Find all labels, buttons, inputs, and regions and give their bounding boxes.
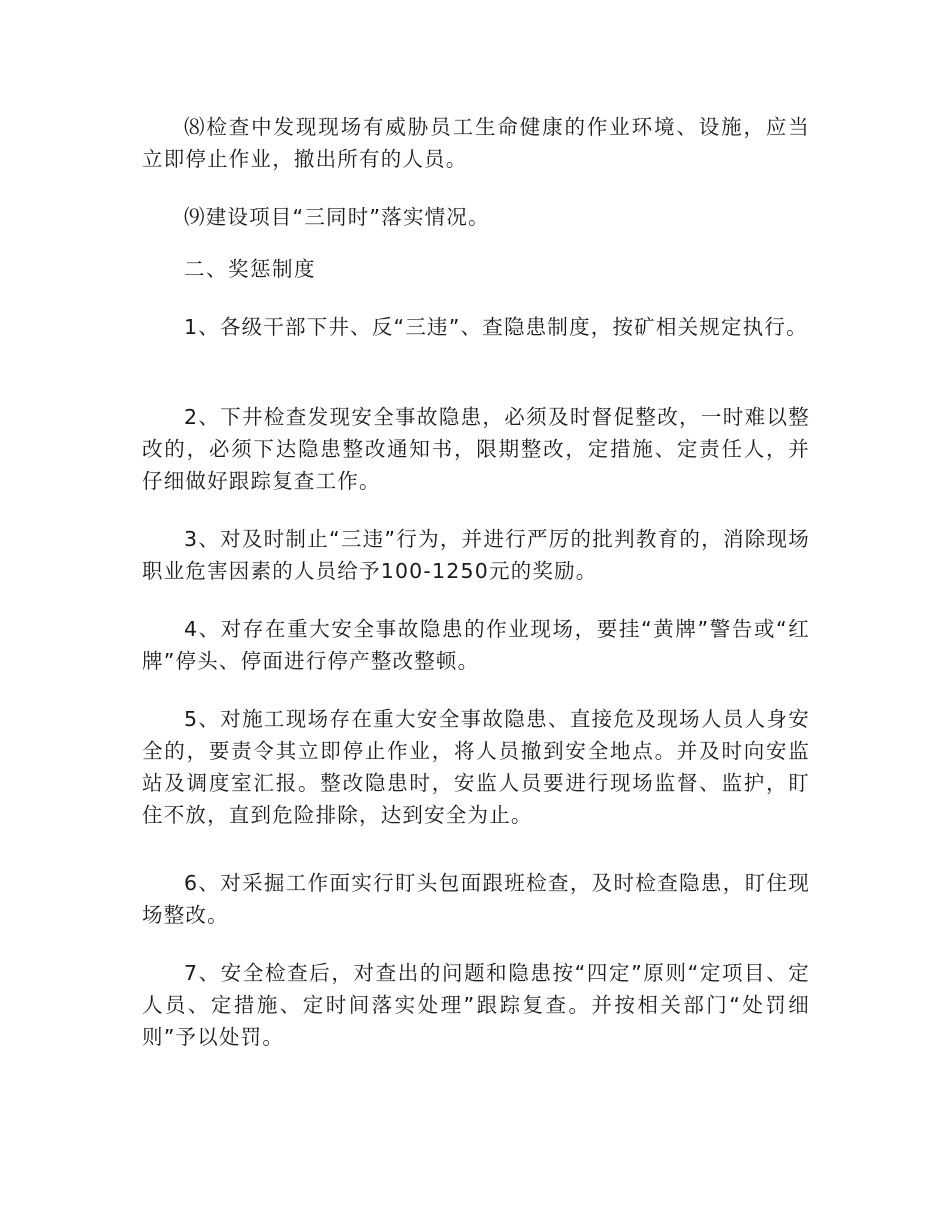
paragraph-rule-7: 7、安全检查后，对查出的问题和隐患按“四定”原则“定项目、定人员、定措施、定时间落实处理”跟踪复查。并按相关部门“处罚细则”予以处罚。 (142, 961, 810, 1049)
paragraph-rule-1: 1、各级干部下井、反“三违”、查隐患制度，按矿相关规定执行。 (184, 315, 808, 339)
paragraph-item-9: ⑼建设项目“三同时”落实情况。 (184, 205, 490, 229)
paragraph-item-8: ⑻检查中发现现场有威胁员工生命健康的作业环境、设施，应当立即停止作业，撤出所有的人员。 (142, 115, 810, 171)
section-heading-rewards-penalties: 二、奖惩制度 (184, 257, 316, 281)
paragraph-rule-2: 2、下井检查发现安全事故隐患，必须及时督促整改，一时难以整改的，必须下达隐患整改通知书，限期整改，定措施、定责任人，并仔细做好跟踪复查工作。 (142, 405, 810, 493)
paragraph-rule-4: 4、对存在重大安全事故隐患的作业现场，要挂“黄牌”警告或“红牌”停头、停面进行停产整改整顿。 (142, 617, 810, 673)
paragraph-rule-5: 5、对施工现场存在重大安全事故隐患、直接危及现场人员人身安全的，要责令其立即停止作业，将人员撤到安全地点。并及时向安监站及调度室汇报。整改隐患时，安监人员要进行现场监督、监护，盯住不放，直到危险排除，达到安全为止。 (142, 707, 810, 827)
paragraph-rule-6: 6、对采掘工作面实行盯头包面跟班检查，及时检查隐患，盯住现场整改。 (142, 871, 810, 927)
paragraph-rule-3: 3、对及时制止“三违”行为，并进行严厉的批判教育的，消除现场职业危害因素的人员给予100-1250元的奖励。 (142, 527, 810, 583)
